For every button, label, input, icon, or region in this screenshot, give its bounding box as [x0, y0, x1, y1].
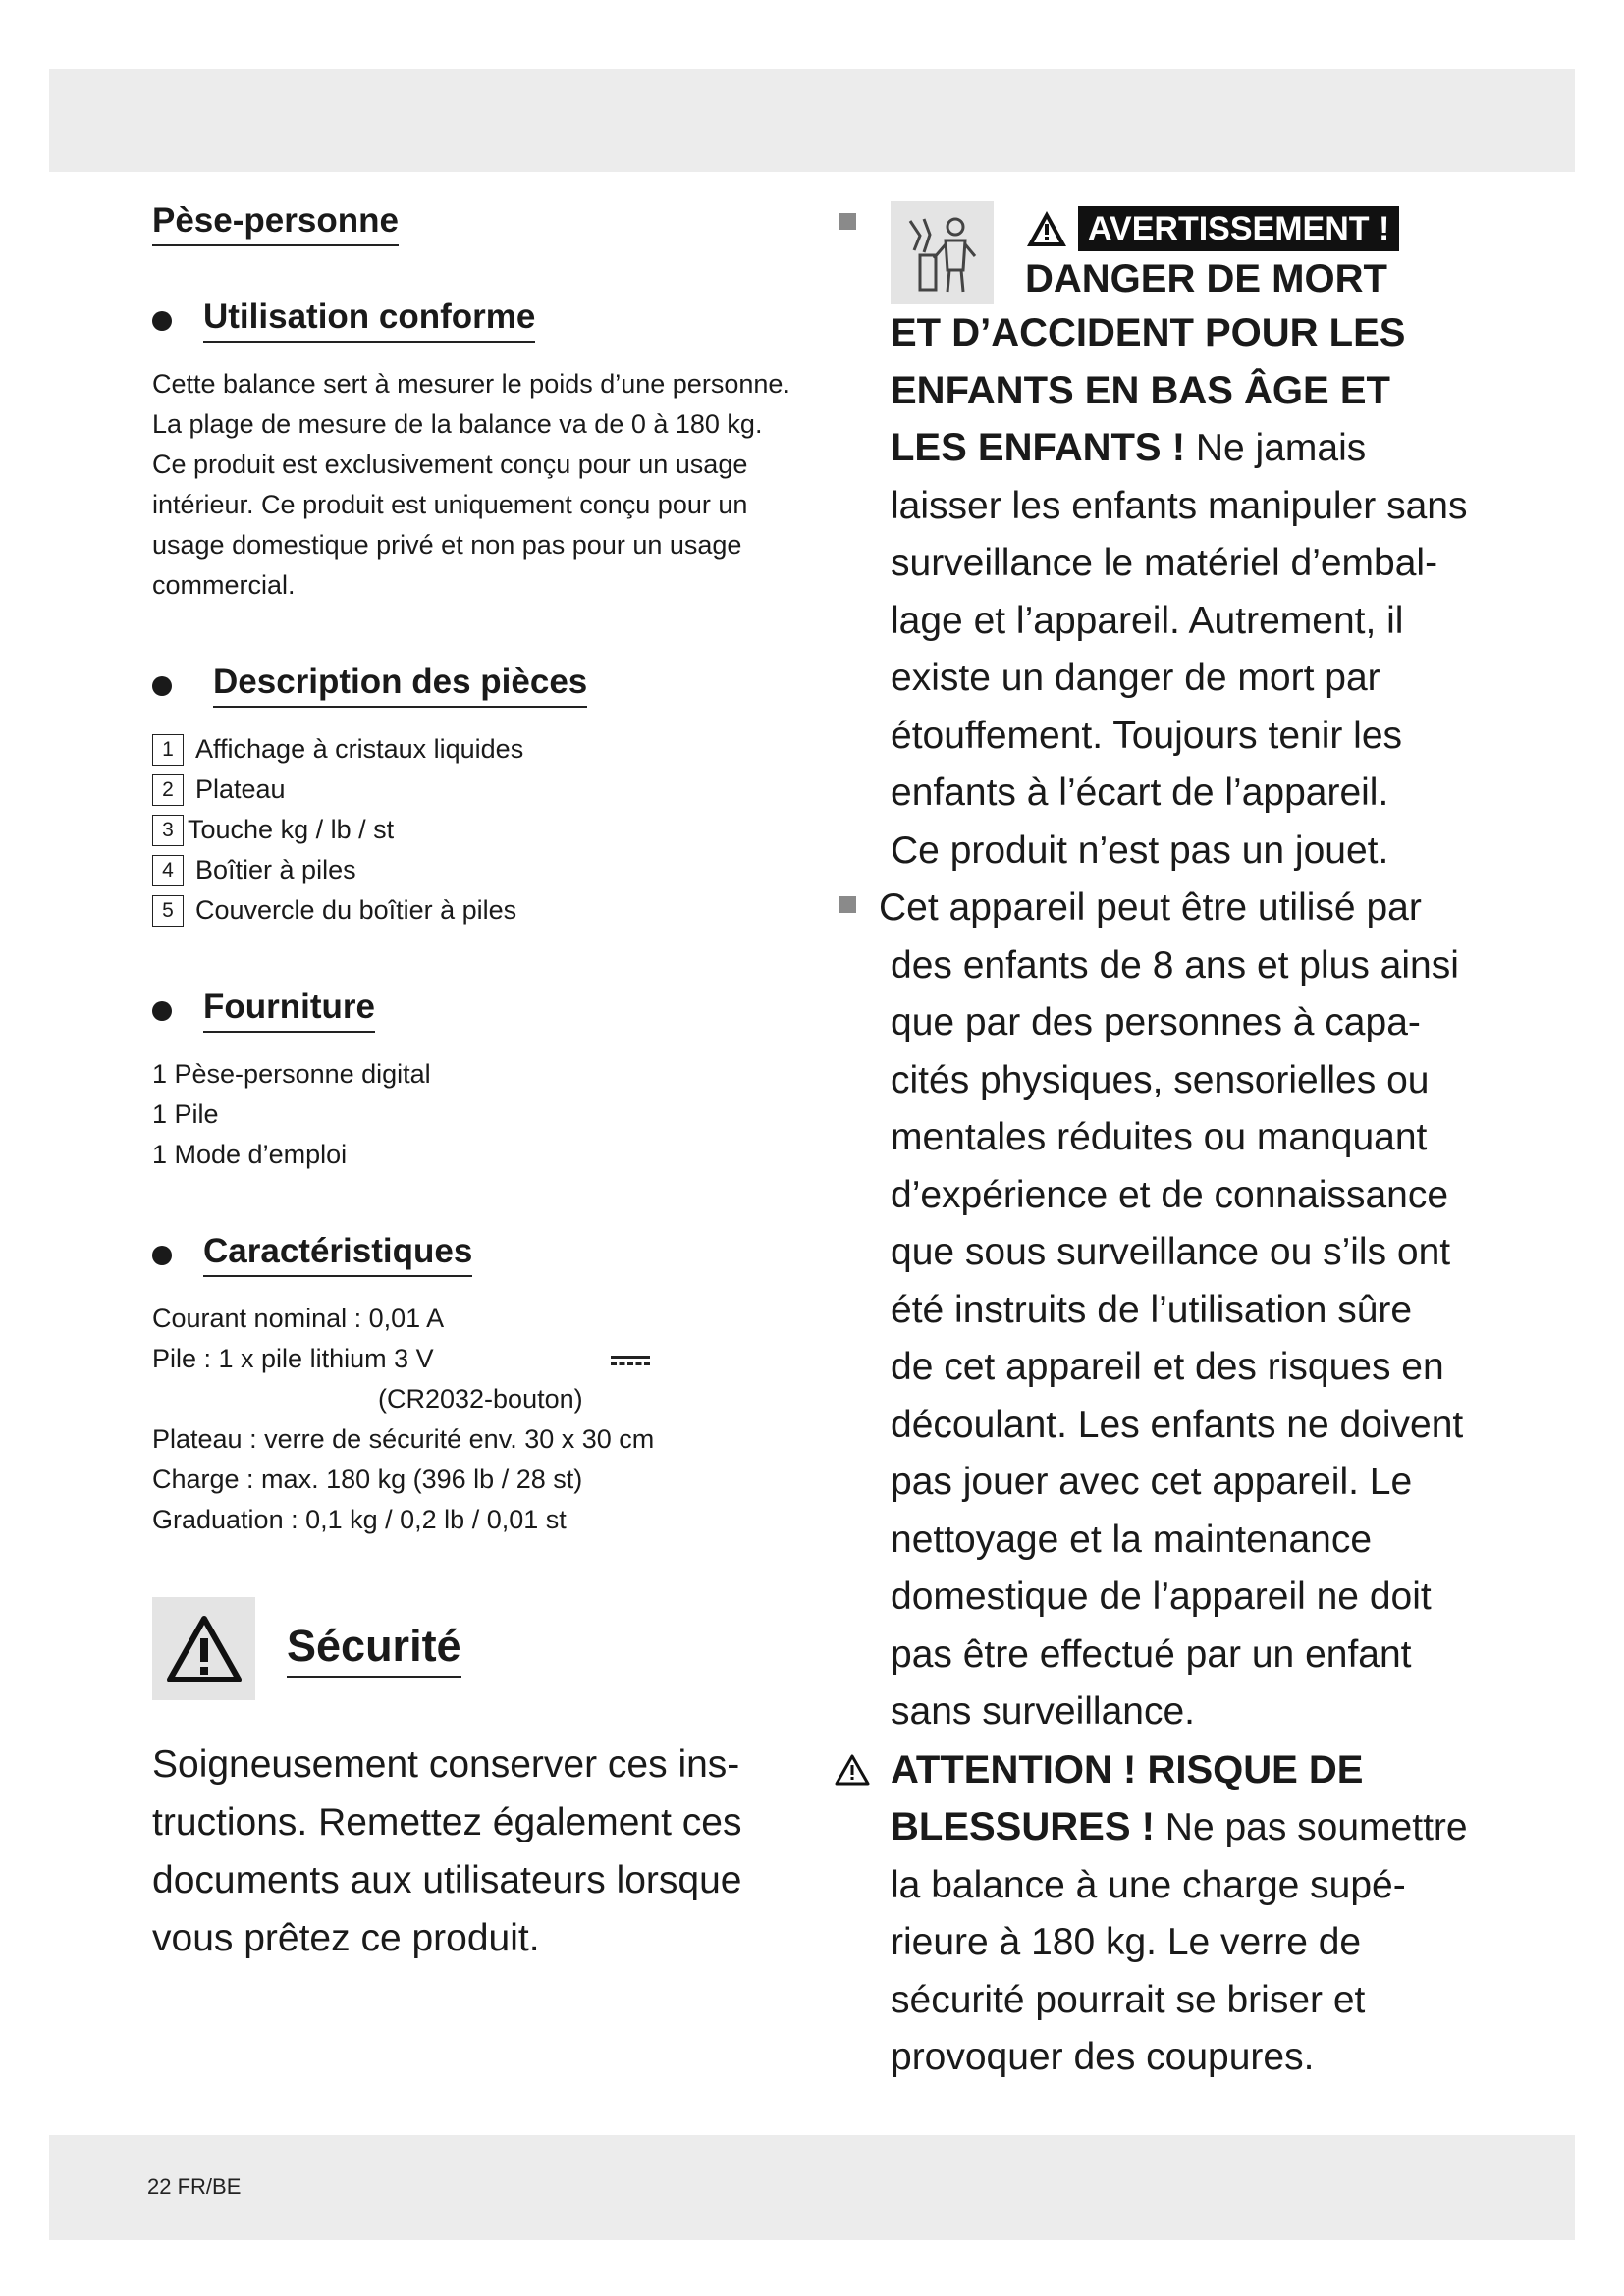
text-line: sécurité pourrait se briser et [891, 1978, 1366, 2021]
text-line [891, 419, 1522, 478]
attention-paragraph [835, 1741, 1522, 2087]
part-label: Boîtier à piles [195, 855, 356, 884]
warning-text [835, 304, 1522, 880]
warning-badge: AVERTISSEMENT ! [1078, 206, 1399, 251]
bullet-icon [152, 1001, 172, 1021]
text: Ne pas soumettre [1154, 1806, 1468, 1848]
footer-band [49, 2135, 1575, 2240]
square-bullet-icon [839, 213, 856, 230]
document-title: Pèse-personne [152, 201, 399, 246]
spec-row [152, 1339, 800, 1379]
text-line: Soigneusement conserver ces ins- [152, 1743, 740, 1786]
parts-heading [152, 663, 800, 708]
text-line: étouffement. Toujours tenir les [891, 714, 1403, 757]
spec-row: Plateau : verre de sécurité env. 30 x 30 cm [152, 1424, 655, 1454]
left-column [152, 201, 800, 1967]
list-item [152, 850, 800, 890]
text-line: cités physiques, sensorielles ou [891, 1058, 1430, 1101]
text-line: pas jouer avec cet appareil. Le [891, 1461, 1413, 1503]
supply-heading [152, 988, 800, 1033]
text-line: que sous surveillance ou s’ils ont [891, 1231, 1451, 1273]
text-line: documents aux utilisateurs lorsque [152, 1859, 742, 1901]
text-line: commercial. [152, 570, 296, 600]
list-item: 1 Pèse-personne digital [152, 1059, 431, 1089]
right-column [835, 201, 1522, 2087]
list-item: 1 Mode d’emploi [152, 1140, 348, 1169]
parts-list [152, 729, 800, 931]
text-line: provoquer des coupures. [891, 2036, 1315, 2078]
square-bullet-icon [839, 896, 856, 913]
supply-title: Fourniture [203, 988, 375, 1033]
text-line: La plage de mesure de la balance va de 0 à 180 kg. [152, 409, 763, 439]
text-line: intérieur. Ce produit est uniquement conçu pour un [152, 490, 748, 519]
attention-heading: ATTENTION ! RISQUE DE [891, 1747, 1364, 1791]
text-line: vous prêtez ce produit. [152, 1917, 540, 1959]
text-line [891, 1798, 1522, 1857]
list-item: 1 Pile [152, 1099, 219, 1129]
spec-row: Graduation : 0,1 kg / 0,2 lb / 0,01 st [152, 1505, 567, 1534]
text-line: mentales réduites ou manquant [891, 1116, 1428, 1158]
text-line: domestique de l’appareil ne doit [891, 1575, 1432, 1618]
text-line: sans surveillance. [891, 1690, 1195, 1733]
warning-icon-box [152, 1597, 255, 1700]
warning-triangle-icon [166, 1615, 243, 1683]
warning-triangle-icon [835, 1754, 870, 1786]
text-line: de cet appareil et des risques en [891, 1346, 1444, 1388]
part-number: 5 [152, 895, 184, 927]
danger-heading: DANGER DE MORT [1025, 257, 1387, 300]
intended-use-heading [152, 297, 800, 343]
list-item [152, 770, 800, 810]
safety-heading [152, 1597, 800, 1700]
child-hazard-icon [891, 201, 994, 304]
text-line: enfants à l’écart de l’appareil. [891, 772, 1389, 814]
bullet-icon [152, 311, 172, 331]
text-line: laisser les enfants manipuler sans [891, 484, 1468, 527]
specs-title: Caractéristiques [203, 1232, 472, 1277]
warning-badge-line [1025, 205, 1399, 252]
text-line: Ce produit est exclusivement conçu pour un usage [152, 450, 748, 479]
part-number: 3 [152, 815, 184, 846]
text-line: que par des personnes à capa- [891, 1001, 1421, 1043]
text-line: existe un danger de mort par [891, 657, 1380, 699]
direct-current-icon [611, 1356, 650, 1365]
text-line: la balance à une charge supé- [891, 1863, 1406, 1906]
part-number: 4 [152, 855, 184, 886]
part-number: 2 [152, 774, 184, 806]
spec-row: Courant nominal : 0,01 A [152, 1304, 445, 1333]
specs-heading [152, 1232, 800, 1277]
safety-text [152, 1735, 800, 1967]
text-line: des enfants de 8 ans et plus ainsi [891, 943, 1459, 987]
intended-use-title: Utilisation conforme [203, 297, 535, 343]
header-band [49, 69, 1575, 172]
bold-text: LES ENFANTS ! [891, 426, 1186, 469]
warning-header [835, 201, 1522, 304]
text-line: Cet appareil peut être utilisé par [879, 886, 1422, 929]
intended-use-text [152, 364, 800, 606]
warning-triangle-icon [1025, 209, 1068, 248]
text-line: découlant. Les enfants ne doivent [891, 1403, 1464, 1446]
text-line: surveillance le matériel d’embal- [891, 542, 1438, 584]
text: Ne jamais [1185, 427, 1367, 469]
text-line: rieure à 180 kg. Le verre de [891, 1921, 1362, 1963]
part-label: Couvercle du boîtier à piles [195, 895, 517, 925]
list-item [152, 729, 800, 770]
spec-text: Pile : 1 x pile lithium 3 V [152, 1344, 434, 1373]
page-number: 22 FR/BE [147, 2174, 242, 2199]
text-line: d’expérience et de connaissance [891, 1173, 1449, 1216]
spec-row: (CR2032-bouton) [378, 1384, 583, 1414]
text-line: usage domestique privé et non pas pour un usage [152, 530, 742, 560]
part-label: Plateau [195, 774, 286, 804]
part-number: 1 [152, 734, 184, 766]
safety-title: Sécurité [287, 1621, 461, 1678]
text-line: été instruits de l’utilisation sûre [891, 1288, 1413, 1331]
text-line: Cette balance sert à mesurer le poids d’une personne. [152, 369, 790, 399]
text-line: pas être effectué par un enfant [891, 1632, 1412, 1676]
text-line: tructions. Remettez également ces [152, 1801, 742, 1843]
part-label: Touche kg / lb / st [188, 815, 395, 844]
list-item [152, 890, 800, 931]
spec-row: Charge : max. 180 kg (396 lb / 28 st) [152, 1465, 583, 1494]
text-line: nettoyage et la maintenance [891, 1518, 1373, 1561]
bullet-icon [152, 676, 172, 696]
part-label: Affichage à cristaux liquides [195, 734, 524, 764]
bullet-icon [152, 1246, 172, 1265]
bold-text: BLESSURES ! [891, 1805, 1155, 1848]
text-line: ET D’ACCIDENT POUR LES [891, 311, 1406, 354]
specs-list [152, 1299, 800, 1540]
parts-title: Description des pièces [213, 663, 587, 708]
children-paragraph [835, 880, 1522, 1741]
supply-list [152, 1054, 800, 1175]
text-line: Ce produit n’est pas un jouet. [891, 828, 1389, 872]
list-item [152, 810, 800, 850]
text-line: ENFANTS EN BAS ÂGE ET [891, 368, 1390, 412]
text-line: lage et l’appareil. Autrement, il [891, 599, 1404, 642]
